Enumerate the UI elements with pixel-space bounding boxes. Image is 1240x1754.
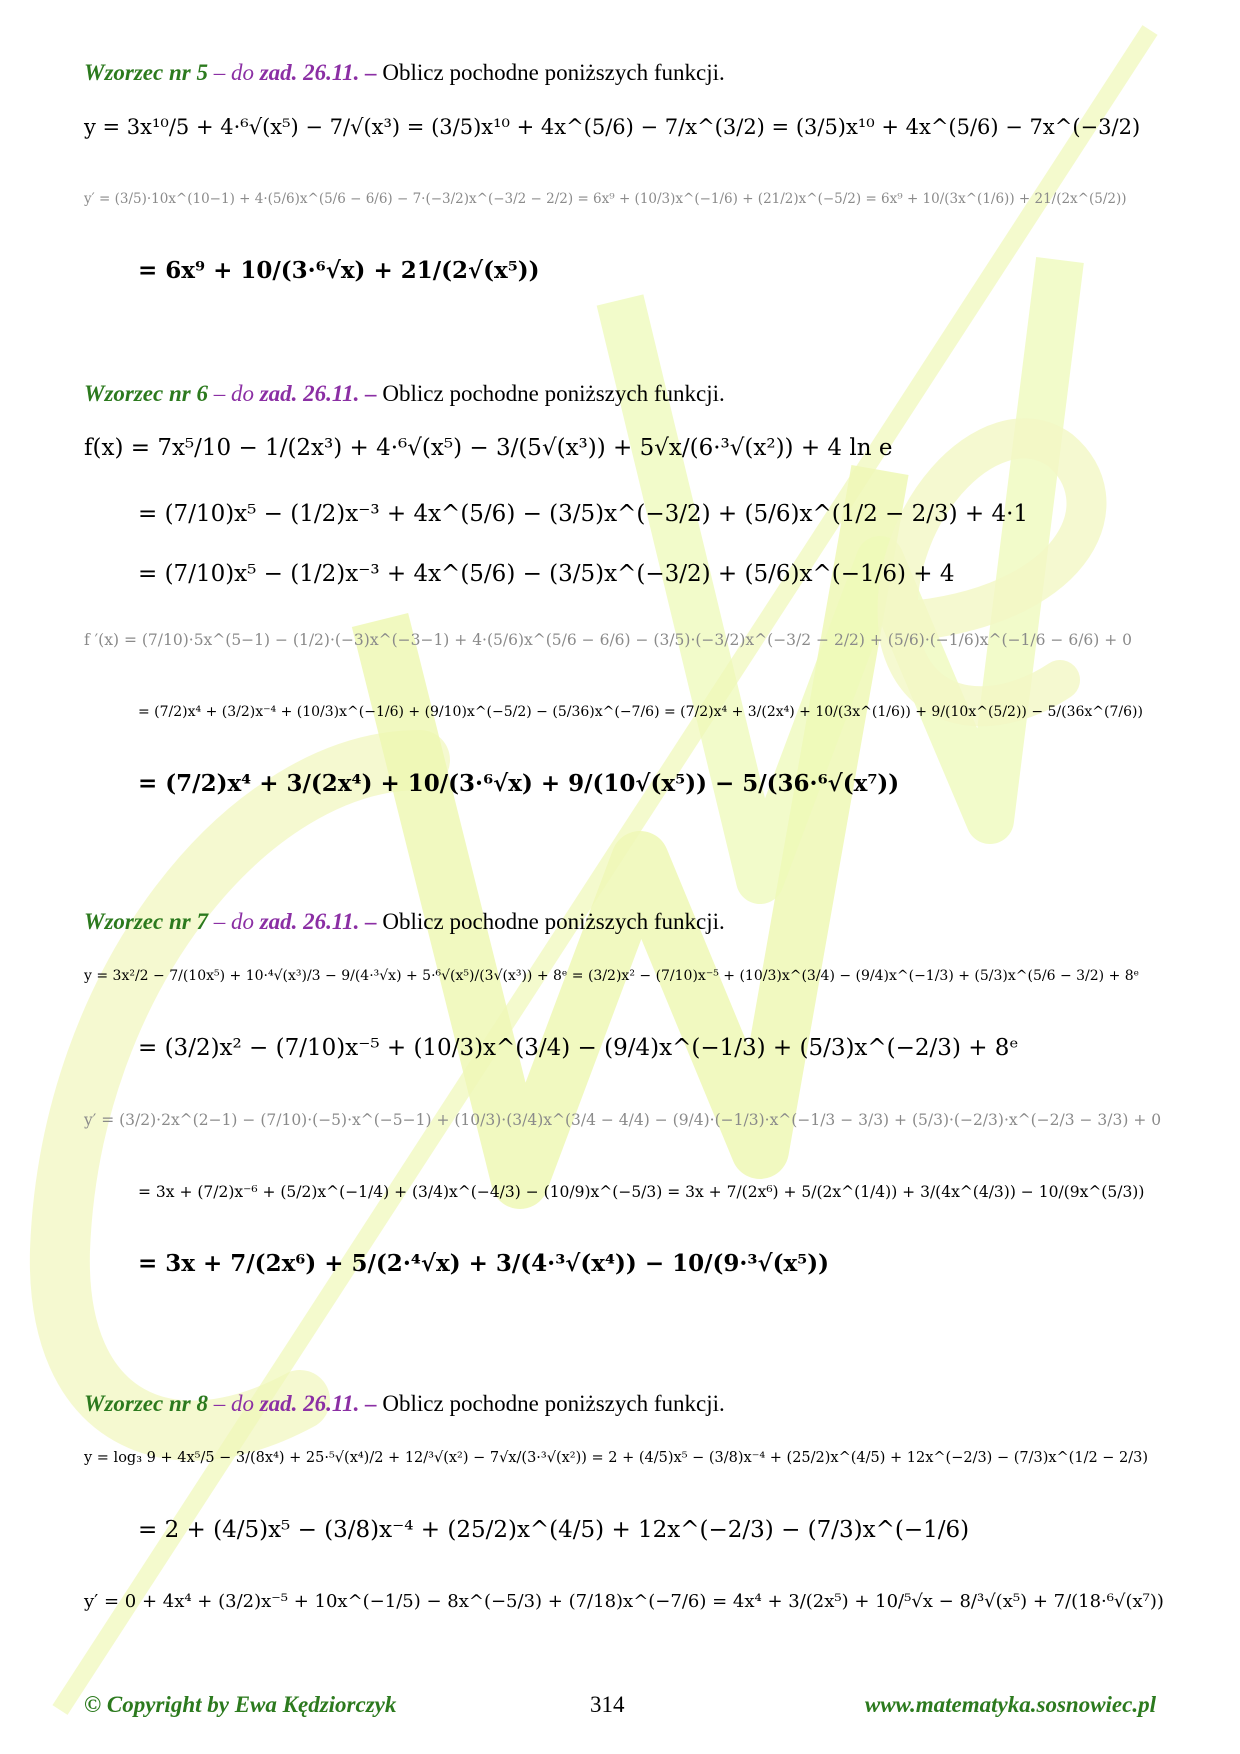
header-task-ref: zad. 26.11. <box>259 381 360 406</box>
math-line: = (7/10)x⁵ − (1/2)x⁻³ + 4x^(5/6) − (3/5)x^(−3/2) + (5/6)x^(−1/6) + 4 <box>138 561 955 587</box>
header-instruction: Oblicz pochodne poniższych funkcji. <box>382 1391 725 1416</box>
math-line: = 2 + (4/5)x⁵ − (3/8)x⁻⁴ + (25/2)x^(4/5) + 12x^(−2/3) − (7/3)x^(−1/6) <box>138 1517 970 1543</box>
math-line: y′ = (3/5)·10x^(10−1) + 4·(5/6)x^(5/6 − 6/6) − 7·(−3/2)x^(−3/2 − 2/2) = 6x⁹ + (10/3)x^(−1/6) + (21/2)x^(−5/2) = 6x⁹ + 10/(3x^(1/6)) + 21/(2x^(5/2)) <box>84 191 1127 207</box>
copyright-footer: © Copyright by Ewa Kędziorczyk <box>84 1692 397 1717</box>
header-instruction: Oblicz pochodne poniższych funkcji. <box>382 909 725 934</box>
page-number: 314 <box>590 1692 625 1717</box>
math-line: = (7/2)x⁴ + (3/2)x⁻⁴ + (10/3)x^(−1/6) + (9/10)x^(−5/2) − (5/36)x^(−7/6) = (7/2)x⁴ + 3/(2x⁴) + 10/(3x^(1/6)) + 9/(10x^(5/2)) − 5/(36x^(7/6)) <box>138 704 1143 720</box>
example-5 <box>84 55 1164 307</box>
header-dash: – <box>365 60 377 85</box>
math-line: y′ = (3/2)·2x^(2−1) − (7/10)·(−5)·x^(−5−1) + (10/3)·(3/4)x^(3/4 − 4/4) − (9/4)·(−1/3)·x^(−1/3 − 3/3) + (5/3)·(−2/3)·x^(−2/3 − 3/3) + 0 <box>84 1111 1162 1129</box>
example-header <box>84 904 1164 940</box>
example-6 <box>84 376 1164 820</box>
header-dash: – <box>365 909 377 934</box>
math-line: y′ = 0 + 4x⁴ + (3/2)x⁻⁵ + 10x^(−1/5) − 8x^(−5/3) + (7/18)x^(−7/6) = 4x⁴ + 3/(2x⁵) + 10/⁵√x − 8/³√(x⁵) + 7/(18·⁶√(x⁷)) <box>84 1591 1164 1612</box>
math-line: = 6x⁹ + 10/(3·⁶√x) + 21/(2√(x⁵)) <box>138 257 540 284</box>
header-task-ref: zad. 26.11. <box>259 1391 360 1416</box>
math-line: y = log₃ 9 + 4x⁵/5 − 3/(8x⁴) + 25·⁵√(x⁴)/2 + 12/³√(x²) − 7√x/(3·³√(x²)) = 2 + (4/5)x⁵ − (3/8)x⁻⁴ + (25/2)x^(4/5) + 12x^(−2/3) − (7/3)x^(1/2 − 2/3) <box>84 1450 1149 1466</box>
header-instruction: Oblicz pochodne poniższych funkcji. <box>382 60 725 85</box>
example-7 <box>84 904 1164 1300</box>
example-8 <box>84 1386 1164 1638</box>
math-line: = (7/2)x⁴ + 3/(2x⁴) + 10/(3·⁶√x) + 9/(10√(x⁵)) − 5/(36·⁶√(x⁷)) <box>138 770 900 797</box>
math-line: = (3/2)x² − (7/10)x⁻⁵ + (10/3)x^(3/4) − (9/4)x^(−1/3) + (5/3)x^(−2/3) + 8ᵉ <box>138 1035 1019 1061</box>
header-dash: – <box>365 381 377 406</box>
example-label: Wzorzec nr 7 <box>84 909 208 934</box>
example-label: Wzorzec nr 8 <box>84 1391 208 1416</box>
header-ref-prefix: – do <box>213 60 254 85</box>
math-line: = 3x + (7/2)x⁻⁶ + (5/2)x^(−1/4) + (3/4)x^(−4/3) − (10/9)x^(−5/3) = 3x + 7/(2x⁶) + 5/(2x^(1/4)) + 3/(4x^(4/3)) − 10/(9x^(5/3)) <box>138 1183 1145 1201</box>
math-line: f(x) = 7x⁵/10 − 1/(2x³) + 4·⁶√(x⁵) − 3/(5√(x³)) + 5√x/(6·³√(x²)) + 4 ln e <box>84 435 893 461</box>
header-task-ref: zad. 26.11. <box>259 60 360 85</box>
header-ref-prefix: – do <box>213 909 254 934</box>
example-header <box>84 1386 1164 1422</box>
header-task-ref: zad. 26.11. <box>259 909 360 934</box>
math-line: f ′(x) = (7/10)·5x^(5−1) − (1/2)·(−3)x^(−3−1) + 4·(5/6)x^(5/6 − 6/6) − (3/5)·(−3/2)x^(−3/2 − 2/2) + (5/6)·(−1/6)x^(−1/6 − 6/6) + 0 <box>84 631 1133 649</box>
website-link[interactable]: www.matematyka.sosnowiec.pl <box>864 1692 1156 1717</box>
math-line: y = 3x²/2 − 7/(10x⁵) + 10·⁴√(x³)/3 − 9/(4·³√x) + 5·⁶√(x⁵)/(3√(x³)) + 8ᵉ = (3/2)x² − (7/10)x⁻⁵ + (10/3)x^(3/4) − (9/4)x^(−1/3) + (5/3)x^(5/6 − 3/2) + 8ᵉ <box>84 968 1140 984</box>
math-line: y = 3x¹⁰/5 + 4·⁶√(x⁵) − 7/√(x³) = (3/5)x¹⁰ + 4x^(5/6) − 7/x^(3/2) = (3/5)x¹⁰ + 4x^(5/6) − 7x^(−3/2) <box>84 115 1141 139</box>
example-label: Wzorzec nr 6 <box>84 381 208 406</box>
header-instruction: Oblicz pochodne poniższych funkcji. <box>382 381 725 406</box>
example-header <box>84 55 1164 91</box>
math-line: = (7/10)x⁵ − (1/2)x⁻³ + 4x^(5/6) − (3/5)x^(−3/2) + (5/6)x^(1/2 − 2/3) + 4·1 <box>138 501 1029 527</box>
header-ref-prefix: – do <box>213 1391 254 1416</box>
math-line: = 3x + 7/(2x⁶) + 5/(2·⁴√x) + 3/(4·³√(x⁴)) − 10/(9·³√(x⁵)) <box>138 1250 830 1277</box>
example-header <box>84 376 1164 412</box>
example-label: Wzorzec nr 5 <box>84 60 208 85</box>
header-dash: – <box>365 1391 377 1416</box>
header-ref-prefix: – do <box>213 381 254 406</box>
